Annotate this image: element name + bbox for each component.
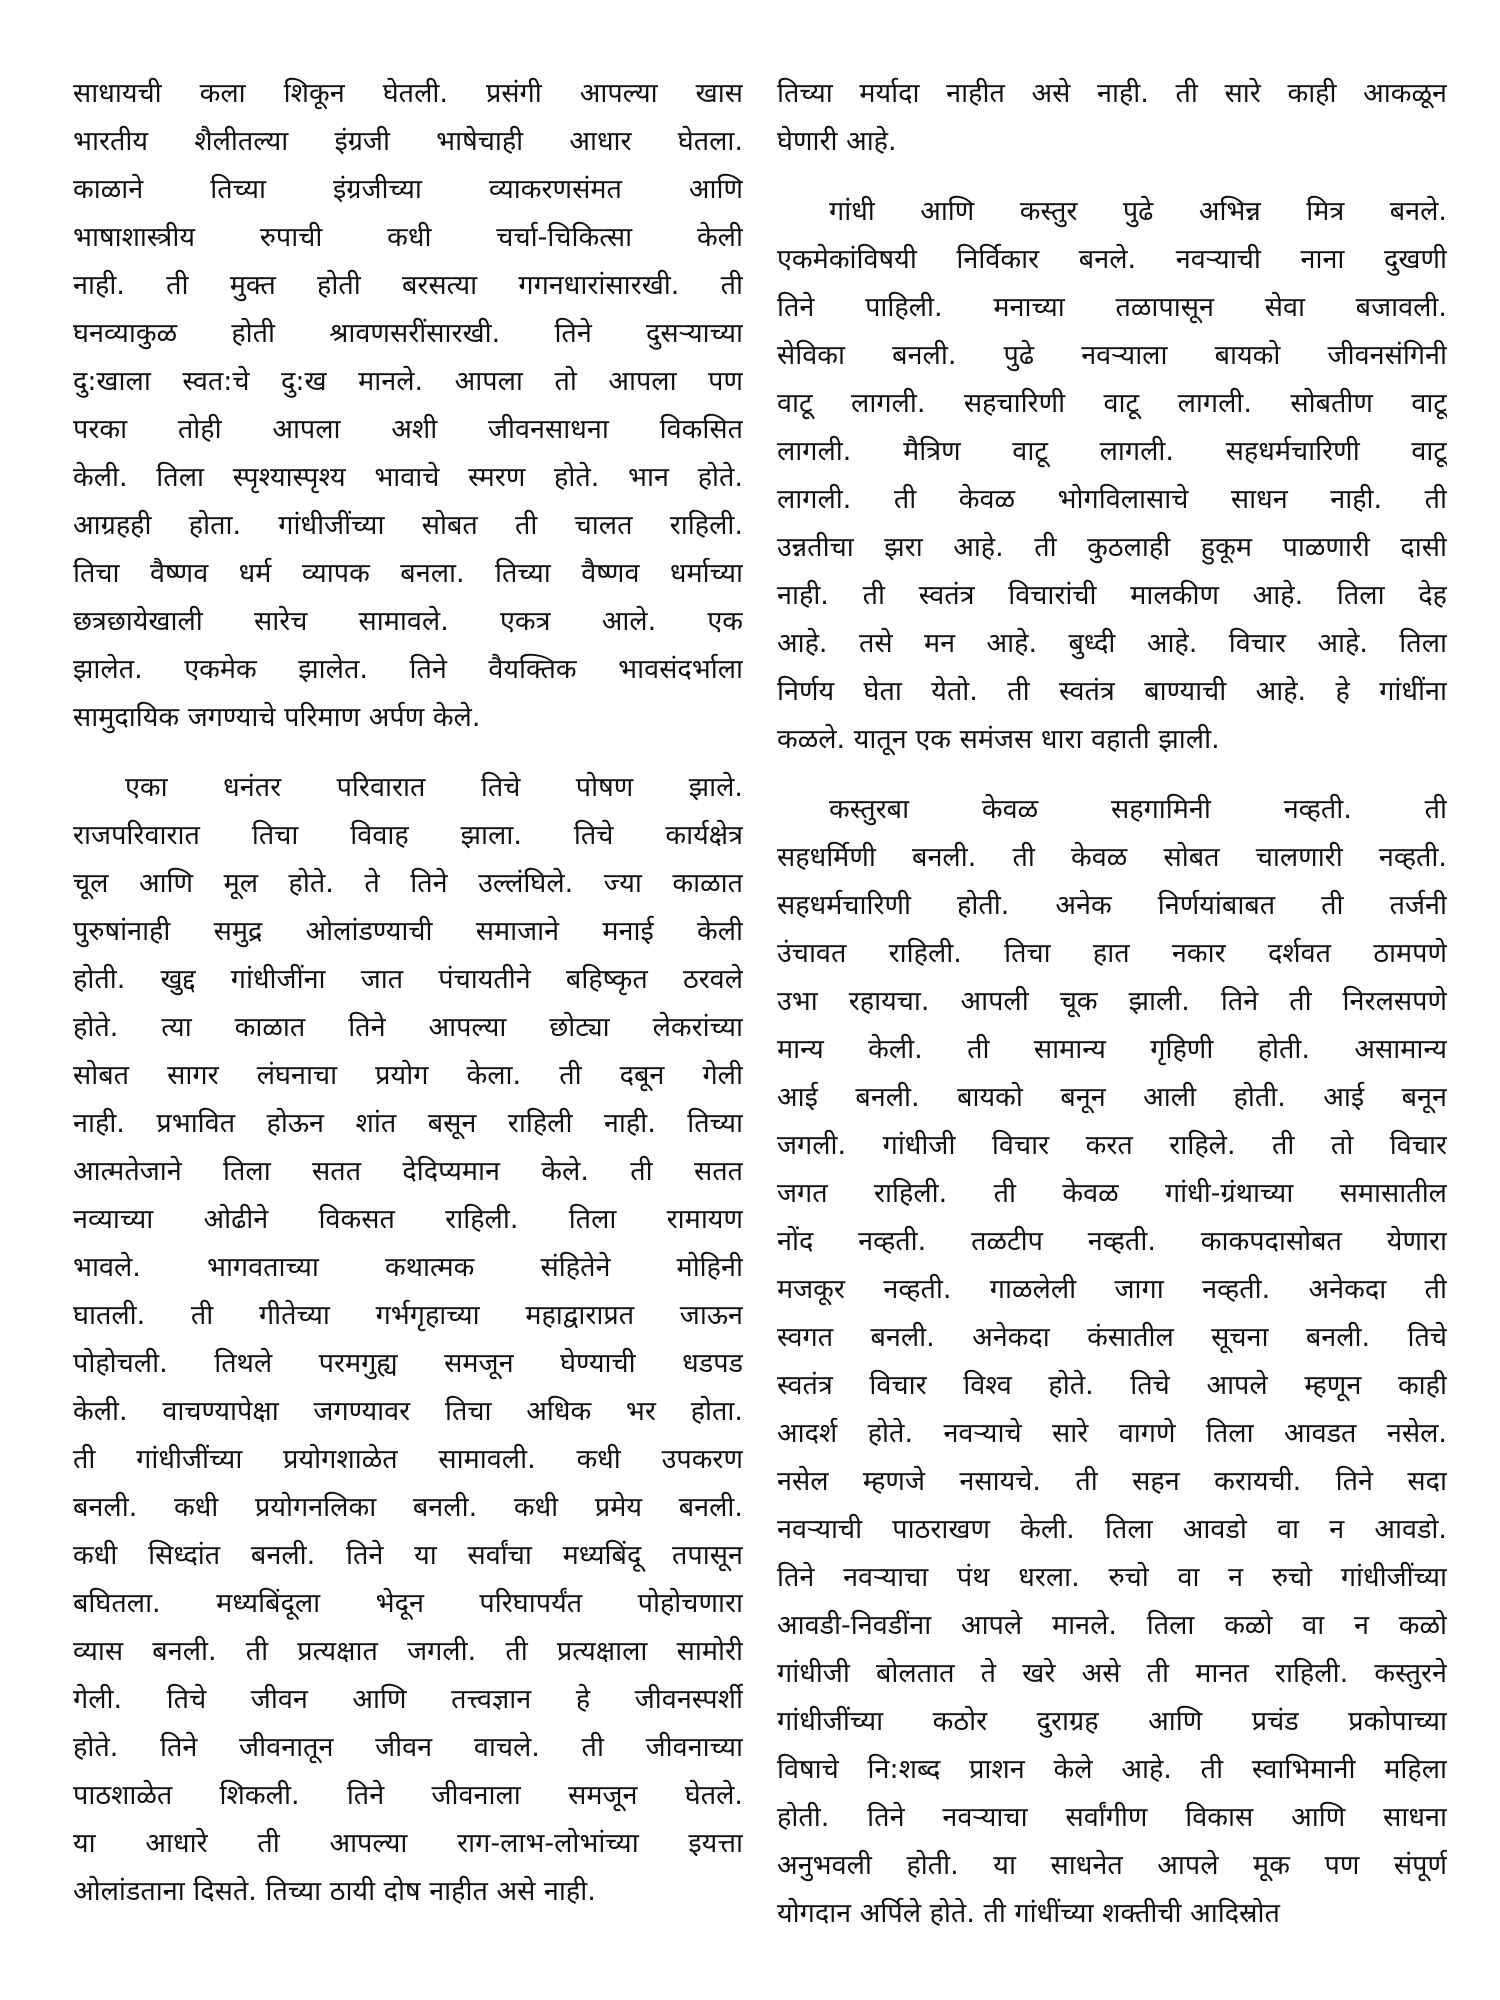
text-line: होती. तिने नवऱ्याचा सर्वांगीण विकास आणि साधना [777,1802,1447,1833]
text-line: उन्नतीचा झरा आहे. ती कुठलाही हुकूम पाळणारी दासी [777,532,1447,563]
text-line: मान्य केली. ती सामान्य गृहिणी होती. असामान्य [777,1034,1447,1065]
text-line: एकमेकांविषयी निर्विकार बनले. नवऱ्याची नाना दुखणी [777,244,1447,275]
text-line: तिचा वैष्णव धर्म व्यापक बनला. तिच्या वैष्णव धर्माच्या [73,558,743,589]
text-line: नव्याच्या ओढीने विकसत राहिली. तिला रामायण [73,1204,743,1235]
text-line: पाठशाळेत शिकली. तिने जीवनाला समजून घेतले. [73,1780,743,1811]
text-line: साधायची कला शिकून घेतली. प्रसंगी आपल्या खास [73,78,743,109]
text-line: लागली. ती केवळ भोगविलासाचे साधन नाही. ती [777,484,1447,515]
text-line: ओलांडताना दिसते. तिच्या ठायी दोष नाहीत असे नाही. [73,1876,596,1907]
paragraph [777,786,1447,1938]
right-column [777,70,1447,1960]
text-line: झालेत. एकमेक झालेत. तिने वैयक्तिक भावसंदर्भाला [73,654,743,685]
text-line: कळले. यातून एक समंजस धारा वहाती झाली. [777,724,1220,755]
text-line: बनली. कधी प्रयोगनलिका बनली. कधी प्रमेय बनली. [73,1492,743,1523]
text-line: आई बनली. बायको बनून आली होती. आई बनून [777,1082,1447,1113]
text-line: उभा रहायचा. आपली चूक झाली. तिने ती निरलसपणे [777,986,1447,1017]
text-line: या आधारे ती आपल्या राग-लाभ-लोभांच्या इयत्ता [73,1828,743,1859]
text-line: परका तोही आपला अशी जीवनसाधना विकसित [73,414,743,445]
text-line: निर्णय घेता येतो. ती स्वतंत्र बाण्याची आहे. हे गांधींना [777,676,1447,707]
text-line: सेविका बनली. पुढे नवऱ्याला बायको जीवनसंगिनी [777,340,1447,371]
text-line: दु:खाला स्वत:चे दु:ख मानले. आपला तो आपला पण [73,366,743,397]
paragraph [73,764,743,1916]
text-line: जगत राहिली. ती केवळ गांधी-ग्रंथाच्या समासातील [777,1178,1447,1209]
text-line: नाही. ती मुक्त होती बरसत्या गगनधारांसारखी. ती [73,270,743,301]
text-line: नाही. प्रभावित होऊन शांत बसून राहिली नाही. तिच्या [73,1108,743,1139]
text-line: छत्रछायेखाली सारेच सामावले. एकत्र आले. एक [73,606,743,637]
text-line: विषाचे नि:शब्द प्राशन केले आहे. ती स्वाभिमानी महिला [777,1754,1447,1785]
text-line: योगदान अर्पिले होते. ती गांधींच्या शक्तीची आदिस्रोत [777,1898,1280,1929]
text-line: उंचावत राहिली. तिचा हात नकार दर्शवत ठामपणे [777,938,1447,969]
text-line: आग्रहही होता. गांधीजींच्या सोबत ती चालत राहिली. [73,510,743,541]
text-line: जगली. गांधीजी विचार करत राहिले. ती तो विचार [777,1130,1447,1161]
text-line: बघितला. मध्यबिंदूला भेदून परिघापर्यंत पोहोचणारा [73,1588,743,1619]
text-line: स्वतंत्र विचार विश्व होते. तिचे आपले म्हणून काही [777,1370,1447,1401]
text-line: सोबत सागर लंघनाचा प्रयोग केला. ती दबून गेली [73,1060,743,1091]
text-line: केली. तिला स्पृश्यास्पृश्य भावाचे स्मरण होते. भान होते. [73,462,743,493]
text-line: तिच्या मर्यादा नाहीत असे नाही. ती सारे काही आकळून [777,78,1447,109]
text-line: वाटू लागली. सहचारिणी वाटू लागली. सोबतीण वाटू [777,388,1447,419]
text-line: कस्तुरबा केवळ सहगामिनी नव्हती. ती [829,794,1447,825]
text-line: सहधर्मिणी बनली. ती केवळ सोबत चालणारी नव्हती. [777,842,1447,873]
text-line: घातली. ती गीतेच्या गर्भगृहाच्या महाद्वाराप्रत जाऊन [73,1300,743,1331]
text-line: राजपरिवारात तिचा विवाह झाला. तिचे कार्यक्षेत्र [73,820,743,851]
paragraph [73,70,743,742]
text-line: होती. खुद्द गांधीजींना जात पंचायतीने बहिष्कृत ठरवले [73,964,743,995]
text-line: मजकूर नव्हती. गाळलेली जागा नव्हती. अनेकदा ती [777,1274,1447,1305]
text-line: पुरुषांनाही समुद्र ओलांडण्याची समाजाने मनाई केली [73,916,743,947]
text-line: आहे. तसे मन आहे. बुध्दी आहे. विचार आहे. तिला [777,628,1447,659]
text-line: भावले. भागवताच्या कथात्मक संहितेने मोहिनी [73,1252,743,1283]
text-line: होते. तिने जीवनातून जीवन वाचले. ती जीवनाच्या [73,1732,743,1763]
paragraph [777,188,1447,764]
text-line: नाही. ती स्वतंत्र विचारांची मालकीण आहे. तिला देह [777,580,1447,611]
text-line: आवडी-निवडींना आपले मानले. तिला कळो वा न कळो [777,1610,1447,1641]
text-line: गांधीजी बोलतात ते खरे असे ती मानत राहिली. कस्तुरने [777,1658,1447,1689]
left-column [73,70,743,1938]
text-line: काळाने तिच्या इंग्रजीच्या व्याकरणसंमत आणि [73,174,743,205]
text-line: पोहोचली. तिथले परमगुह्य समजून घेण्याची धडपड [73,1348,743,1379]
text-line: व्यास बनली. ती प्रत्यक्षात जगली. ती प्रत्यक्षाला सामोरी [73,1636,743,1667]
text-line: आदर्श होते. नवऱ्याचे सारे वागणे तिला आवडत नसेल. [777,1418,1447,1449]
text-line: नसेल म्हणजे नसायचे. ती सहन करायची. तिने सदा [777,1466,1447,1497]
text-line: गांधी आणि कस्तुर पुढे अभिन्न मित्र बनले. [829,196,1447,227]
text-line: घनव्याकुळ होती श्रावणसरींसारखी. तिने दुसऱ्याच्या [73,318,743,349]
text-line: चूल आणि मूल होते. ते तिने उल्लंघिले. ज्या काळात [73,868,743,899]
text-line: केली. वाचण्यापेक्षा जगण्यावर तिचा अधिक भर होता. [73,1396,743,1427]
text-line: ती गांधीजींच्या प्रयोगशाळेत सामावली. कधी उपकरण [73,1444,743,1475]
text-line: भारतीय शैलीतल्या इंग्रजी भाषेचाही आधार घेतला. [73,126,743,157]
text-line: एका धनंतर परिवारात तिचे पोषण झाले. [125,772,743,803]
text-line: तिने नवऱ्याचा पंथ धरला. रुचो वा न रुचो गांधीजींच्या [777,1562,1447,1593]
text-line: नवऱ्याची पाठराखण केली. तिला आवडो वा न आवडो. [777,1514,1447,1545]
text-line: अनुभवली होती. या साधनेत आपले मूक पण संपूर्ण [777,1850,1447,1881]
text-line: सामुदायिक जगण्याचे परिमाण अर्पण केले. [73,702,481,733]
text-line: लागली. मैत्रिण वाटू लागली. सहधर्मचारिणी वाटू [777,436,1447,467]
text-line: भाषाशास्त्रीय रुपाची कधी चर्चा-चिकित्सा केली [73,222,743,253]
text-line: घेणारी आहे. [777,126,897,157]
text-line: गेली. तिचे जीवन आणि तत्त्वज्ञान हे जीवनस्पर्शी [73,1684,743,1715]
text-line: सहधर्मचारिणी होती. अनेक निर्णयांबाबत ती तर्जनी [777,890,1447,921]
paragraph [777,70,1447,166]
text-line: नोंद नव्हती. तळटीप नव्हती. काकपदासोबत येणारा [777,1226,1447,1257]
text-line: गांधीजींच्या कठोर दुराग्रह आणि प्रचंड प्रकोपाच्या [777,1706,1447,1737]
text-line: आत्मतेजाने तिला सतत देदिप्यमान केले. ती सतत [73,1156,743,1187]
text-line: होते. त्या काळात तिने आपल्या छोट्या लेकरांच्या [73,1012,743,1043]
text-line: स्वगत बनली. अनेकदा कंसातील सूचना बनली. तिचे [777,1322,1447,1353]
text-line: कधी सिध्दांत बनली. तिने या सर्वांचा मध्यबिंदू तपासून [73,1540,743,1571]
text-line: तिने पाहिली. मनाच्या तळापासून सेवा बजावली. [777,292,1447,323]
